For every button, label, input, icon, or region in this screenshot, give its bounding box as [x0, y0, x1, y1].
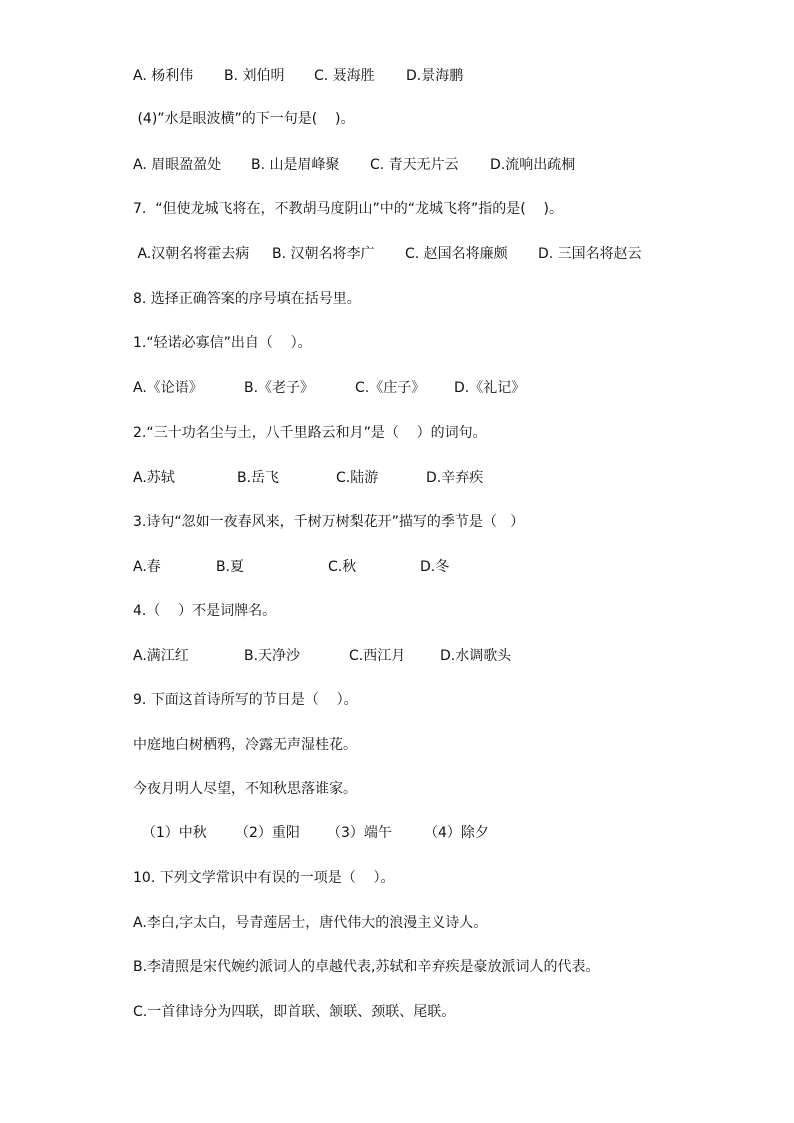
answer-line: C.一首律诗分为四联，即首联、颔联、颈联、尾联。 [133, 1004, 456, 1020]
option-2: （2）重阳 [235, 825, 300, 841]
option-1: （1）中秋 [133, 825, 207, 841]
option-c: C. 聂海胜 [314, 68, 375, 84]
option-d: D.《礼记》 [454, 380, 526, 396]
option-b: B.夏 [216, 559, 245, 575]
question-line: 9. 下面这首诗所写的节日是（ ）。 [133, 692, 358, 708]
option-b: B.岳飞 [237, 470, 280, 486]
question-line: 4.（ ）不是词牌名。 [133, 603, 277, 619]
poem-line: 中庭地白树栖鸦，冷露无声湿桂花。 [133, 737, 357, 753]
question-line: 10. 下列文学常识中有误的一项是（ ）。 [133, 870, 395, 886]
answer-line: B.李清照是宋代婉约派词人的卓越代表,苏轼和辛弃疾是豪放派词人的代表。 [133, 959, 600, 975]
option-b: B. 刘伯明 [224, 68, 285, 84]
option-a: A. 杨利伟 [133, 68, 194, 84]
option-3: （3）端午 [327, 825, 392, 841]
question-line: (4)”水是眼波横”的下一句是( )。 [133, 111, 355, 127]
section-heading: 8. 选择正确答案的序号填在括号里。 [133, 291, 361, 307]
option-c: C.西江月 [349, 648, 406, 664]
option-c: C. 青天无片云 [370, 157, 459, 173]
question-line: 1.“轻诺必寡信”出自（ ）。 [133, 335, 312, 351]
option-a: A.汉朝名将霍去病 [133, 246, 250, 262]
question-line: 7. “但使龙城飞将在，不教胡马度阴山”中的“龙城飞将”指的是( )。 [133, 201, 563, 217]
option-a: A.满江红 [133, 648, 189, 664]
option-d: D.景海鹏 [406, 68, 464, 84]
option-c: C. 赵国名将廉颇 [405, 246, 508, 262]
question-line: 2.“三十功名尘与土，八千里路云和月”是（ ）的词句。 [133, 425, 487, 441]
option-d: D.水调歌头 [440, 648, 512, 664]
option-a: A.《论语》 [133, 380, 203, 396]
option-c: C.秋 [328, 559, 357, 575]
option-d: D. 三国名将赵云 [538, 246, 642, 262]
option-a: A. 眉眼盈盈处 [133, 157, 222, 173]
option-c: C.陆游 [336, 470, 379, 486]
option-c: C.《庄子》 [355, 380, 426, 396]
option-a: A.春 [133, 559, 161, 575]
option-b: B. 山是眉峰聚 [251, 157, 340, 173]
option-b: B.天净沙 [244, 648, 301, 664]
option-a: A.苏轼 [133, 470, 175, 486]
option-b: B.《老子》 [244, 380, 315, 396]
poem-line: 今夜月明人尽望，不知秋思落谁家。 [133, 781, 357, 797]
option-b: B. 汉朝名将李广 [272, 246, 375, 262]
option-d: D.冬 [420, 559, 450, 575]
question-line: 3.诗句“忽如一夜春风来，千树万树梨花开”描写的季节是（ ） [133, 514, 525, 530]
option-4: （4）除夕 [424, 825, 489, 841]
answer-line: A.李白,字太白，号青莲居士，唐代伟大的浪漫主义诗人。 [133, 915, 488, 931]
option-d: D.流响出疏桐 [490, 157, 576, 173]
option-d: D.辛弃疾 [426, 470, 484, 486]
